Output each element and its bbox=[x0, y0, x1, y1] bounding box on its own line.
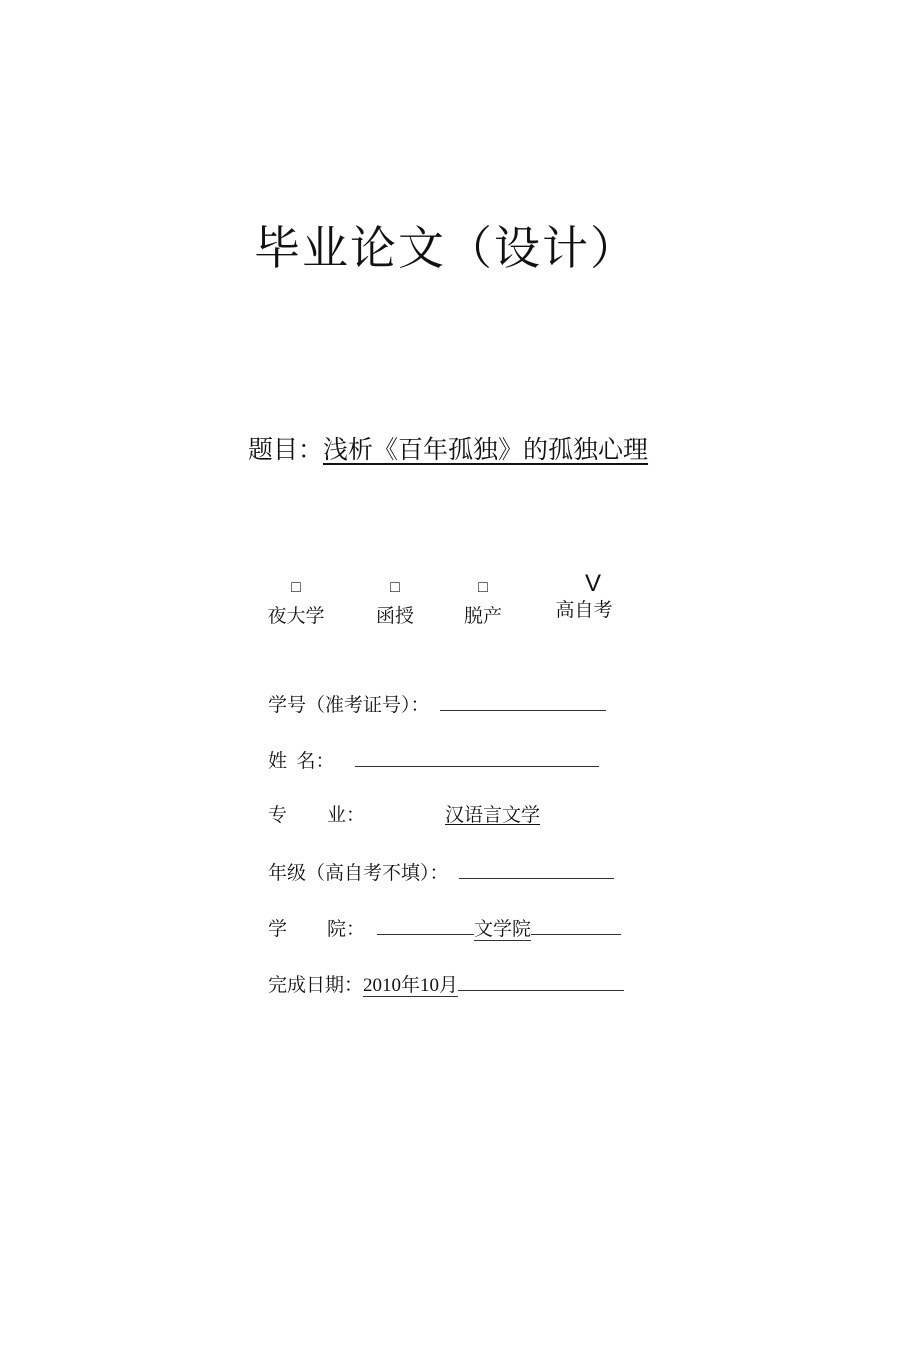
page-title: 毕业论文（设计） bbox=[254, 221, 638, 275]
completion-date-value: 2010年10月 bbox=[363, 975, 459, 996]
study-mode-label: 函授 bbox=[375, 606, 414, 627]
field-label-part: 专 bbox=[268, 805, 288, 826]
major-value: 汉语言文学 bbox=[445, 805, 541, 826]
study-mode-label: 脱产 bbox=[463, 606, 502, 627]
checkbox-evening: □ bbox=[291, 579, 301, 596]
college-value: 文学院 bbox=[474, 919, 532, 940]
name-row bbox=[268, 748, 599, 774]
field-label-part: 学 bbox=[268, 919, 288, 940]
study-mode-fulltime bbox=[461, 578, 505, 632]
topic-value: 浅析《百年孤独》的孤独心理 bbox=[323, 435, 649, 464]
grade-row bbox=[268, 860, 614, 886]
field-label: 学号（准考证号）： bbox=[268, 695, 430, 716]
checkbox-correspondence: □ bbox=[390, 579, 400, 596]
student-id-blank bbox=[440, 692, 606, 711]
college-row bbox=[268, 916, 621, 942]
completion-date-row bbox=[268, 972, 624, 998]
topic-line bbox=[248, 430, 648, 466]
study-mode-self-exam bbox=[552, 570, 616, 626]
topic-label: 题目： bbox=[248, 435, 324, 464]
study-mode-label: 夜大学 bbox=[267, 606, 325, 627]
field-label-part: 院： bbox=[327, 919, 366, 940]
field-label: 姓 名： bbox=[268, 751, 335, 772]
study-mode-label: 高自考 bbox=[555, 600, 613, 621]
field-label-part: 业： bbox=[327, 805, 366, 826]
study-mode-correspondence bbox=[373, 578, 417, 632]
check-mark-icon: V bbox=[584, 570, 601, 597]
grade-blank bbox=[459, 860, 614, 879]
student-id-row bbox=[268, 692, 606, 718]
field-label: 年级（高自考不填）： bbox=[268, 863, 449, 884]
major-row bbox=[268, 804, 540, 828]
field-label: 完成日期： bbox=[268, 975, 364, 996]
study-mode-evening bbox=[264, 578, 328, 632]
name-blank bbox=[355, 748, 599, 767]
checkbox-fulltime: □ bbox=[478, 579, 488, 596]
